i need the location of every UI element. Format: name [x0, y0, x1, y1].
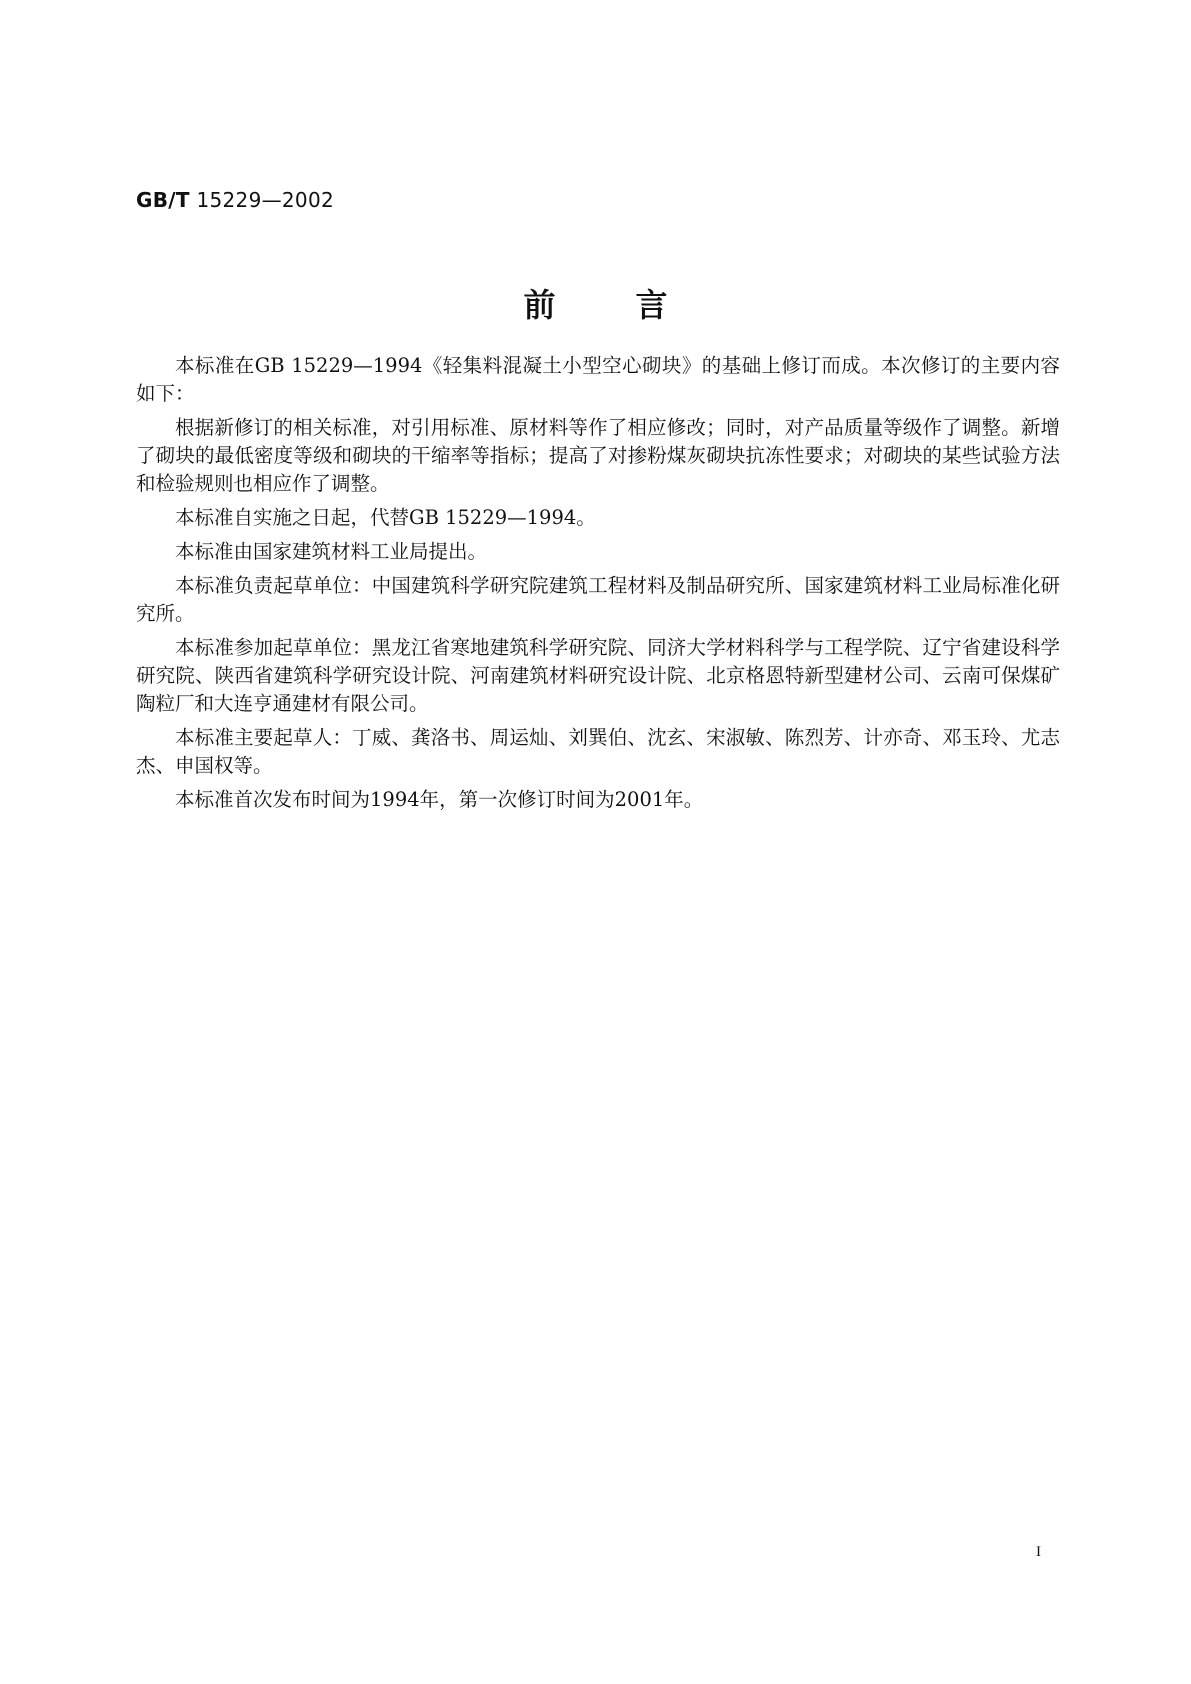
foreword-body: [136, 352, 1060, 820]
paragraph-responsible-drafters: 本标准负责起草单位：中国建筑科学研究院建筑工程材料及制品研究所、国家建筑材料工业局标准化研究所。: [136, 574, 1060, 625]
paragraph-replacement: 本标准自实施之日起，代替GB 15229—1994。: [175, 506, 596, 529]
paragraph-release-history: 本标准首次发布时间为1994年，第一次修订时间为2001年。: [175, 788, 704, 811]
standard-prefix: GB/T: [136, 188, 190, 212]
paragraph-revision-basis: 本标准在GB 15229—1994《轻集料混凝土小型空心砌块》的基础上修订而成。本次修订的主要内容如下：: [136, 354, 1060, 405]
paragraph-participating-drafters: 本标准参加起草单位：黑龙江省寒地建筑科学研究院、同济大学材料科学与工程学院、辽宁省建设科学研究院、陕西省建筑科学研究设计院、河南建筑材料研究设计院、北京格恩特新型建材公司、云南可保煤矿陶粒厂和大连亨通建材有限公司。: [136, 636, 1060, 715]
paragraph-proposer: 本标准由国家建筑材料工业局提出。: [175, 540, 488, 563]
paragraph-main-drafters: 本标准主要起草人：丁威、龚洛书、周运灿、刘巽伯、沈玄、宋淑敏、陈烈芳、计亦奇、邓玉玲、尤志杰、申国权等。: [136, 726, 1060, 777]
paragraph-revision-content: 根据新修订的相关标准，对引用标准、原材料等作了相应修改；同时，对产品质量等级作了调整。新增了砌块的最低密度等级和砌块的干缩率等指标；提高了对掺粉煤灰砌块抗冻性要求；对砌块的某些试验方法和检验规则也相应作了调整。: [136, 416, 1060, 495]
page-title: 前言: [523, 286, 748, 324]
page-number: I: [1036, 1544, 1041, 1560]
standard-number: 15229—2002: [196, 188, 335, 212]
standard-code: [136, 188, 334, 212]
